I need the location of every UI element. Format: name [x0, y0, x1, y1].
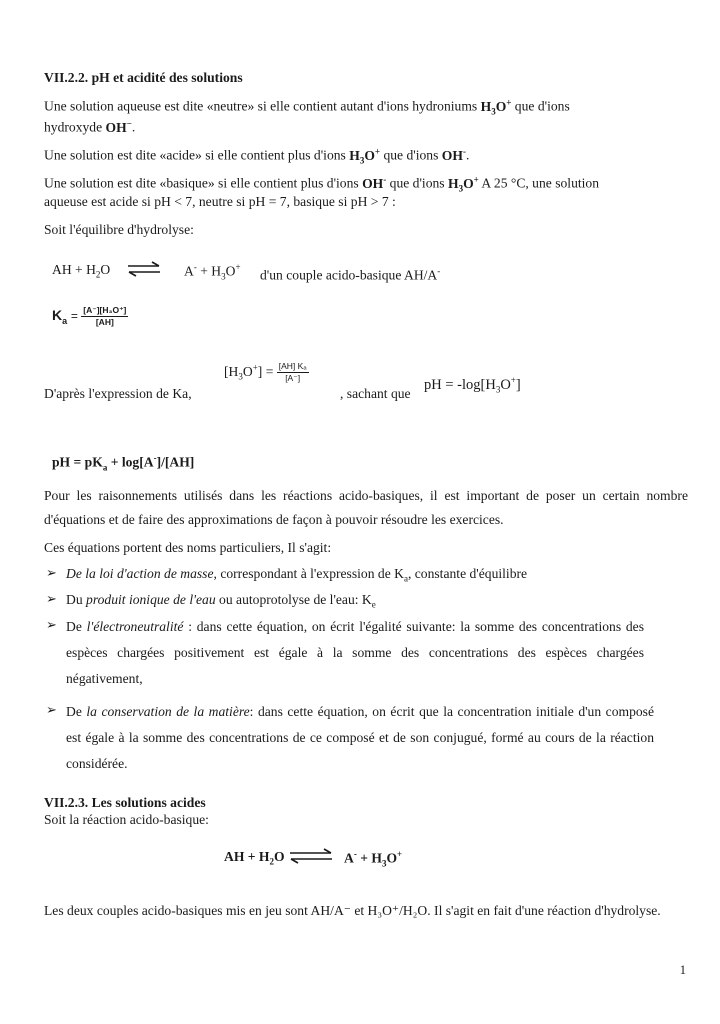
equilibrium-arrows-icon	[126, 260, 162, 278]
paragraph-neutral-line2: hydroxyde OH−.	[44, 118, 136, 135]
bullet-arrow-icon: ➢	[46, 618, 57, 633]
text: Une solution est dite «basique» si elle contient plus d'ions	[44, 175, 363, 191]
text: : dans cette équation, on écrit l'égalité suivante: la somme des concentrations des espèces chargées positivement est égale à la somme des concentrations des espèces chargées négativement,	[66, 619, 645, 686]
bullet-arrow-icon: ➢	[46, 592, 57, 607]
h3o-numerator: [AH] Kₐ	[278, 361, 307, 371]
equilibrium-arrows-icon	[288, 847, 334, 865]
text: De	[66, 704, 87, 719]
text: que d'ions	[386, 175, 448, 191]
page-number: 1	[679, 963, 686, 977]
text: De	[66, 619, 87, 634]
text: O	[274, 849, 285, 864]
section-title-acids: VII.2.3. Les solutions acides	[44, 795, 206, 810]
text: A	[344, 850, 354, 866]
text: la conservation de la matière	[86, 704, 250, 719]
text: que d'ions	[511, 98, 570, 114]
paragraph-equations: Ces équations portent des noms particuliers, Il s'agit:	[44, 540, 332, 555]
bullet-conservation	[66, 699, 654, 777]
bullet-ionic-product: Du produit ionique de l'eau ou autoprotolyse de l'eau: $K_e$	[66, 592, 376, 610]
text: AH + H	[224, 849, 270, 864]
equation-acid-right: $A^- + H_3O^+$	[344, 849, 403, 869]
acid-reaction-intro: Soit la réaction acido-basique:	[44, 812, 209, 827]
text: O	[225, 263, 236, 279]
text: pH = pK	[52, 454, 103, 470]
text: A	[184, 263, 194, 279]
text: A 25 °C, une solution	[478, 175, 600, 191]
text: : dans cette équation, on écrit que la concentration initiale d'un composé est égale à la somme des concentrations de ce composé et de son conjugué, formé au cours de la réaction considérée.	[66, 704, 654, 771]
text: Une solution est dite «acide» si elle contient plus d'ions	[44, 147, 350, 163]
text: , correspondant à l'expression de K	[213, 566, 404, 581]
text: + H	[356, 850, 382, 866]
text: ou autoprotolyse de l'eau: K	[215, 592, 372, 607]
ph-definition: pH = $-\log[H_3O^+]$	[424, 375, 521, 395]
dapres-text: D'après l'expression de Ka,	[44, 386, 192, 401]
bullet-arrow-icon: ➢	[46, 566, 57, 581]
text: d'un couple acido-basique AH/A	[260, 267, 438, 283]
h3o-denominator: [A⁻]	[285, 372, 301, 383]
paragraph-couples: Les deux couples acido-basiques mis en jeu sont AH/A⁻ et H₃O⁺/H₂O. Il s'agit en fait d'une réaction d'hydrolyse.	[44, 903, 661, 918]
text: produit ionique de l'eau	[86, 592, 216, 607]
equation-note: d'un couple acido-basique AH/A-	[260, 266, 441, 283]
text: + log[A	[107, 454, 154, 470]
henderson-equation: pH = $pK_a + \log[A^-]/[AH]$	[52, 453, 195, 473]
text: + H	[196, 263, 222, 279]
text: O	[100, 262, 111, 277]
hydrolysis-intro: Soit l'équilibre d'hydrolyse:	[44, 222, 194, 237]
text: l'électroneutralité	[86, 619, 184, 634]
paragraph-acid: Une solution est dite «acide» si elle contient plus d'ions $H_3O^+$ que d'ions OH-.	[44, 146, 470, 166]
paragraph-basic-line1: Une solution est dite «basique» si elle contient plus d'ions OH- que d'ions $H_3O^+$ A 25 °C, une solution	[44, 174, 600, 194]
equation-hydrolysis-left: AH + $H_2O$	[52, 262, 111, 280]
ka-fraction	[81, 306, 128, 327]
equation-hydrolysis-right: $A^- + H_3O^+$	[184, 262, 241, 282]
bullet-arrow-icon: ➢	[46, 703, 57, 718]
text: que d'ions	[380, 147, 442, 163]
paragraph-basic-line2: aqueuse est acide si pH < 7, neutre si pH = 7, basique si pH > 7 :	[44, 194, 396, 209]
section-title: VII.2.2. pH et acidité des solutions	[44, 70, 243, 85]
paragraph-neutral-line1: Une solution aqueuse est dite «neutre» si elle contient autant d'ions hydroniums $H_3O^+$ que d'ions	[44, 97, 570, 117]
bullet-mass-action: De la loi d'action de masse, correspondant à l'expression de $K_a$, constante d'équilibre	[66, 566, 528, 584]
paragraph-reasoning: Pour les raisonnements utilisés dans les réactions acido-basiques, il est important de poser un certain nombre d'équations et de faire des approximations de façon à pouvoir résoudre les exercices.	[44, 488, 688, 527]
text: ]/[AH]	[156, 454, 195, 470]
ka-denominator: [AH]	[95, 316, 114, 327]
text: O	[386, 850, 398, 866]
text: hydroxyde	[44, 119, 106, 135]
text: Une solution aqueuse est dite «neutre» si elle contient autant d'ions hydroniums	[44, 98, 481, 114]
sachant-text: , sachant que	[340, 386, 411, 401]
text: K	[52, 307, 63, 324]
equation-acid-left: AH + $H_2O$	[224, 849, 285, 867]
h3o-fraction	[277, 362, 309, 383]
text: Du	[66, 592, 87, 607]
h3o-expression: $[H_3O^+]$ = $\frac{\text{[AH] Kₐ}}{[A^-]}$	[224, 361, 307, 383]
text: , constante d'équilibre	[407, 566, 528, 581]
bullet-electroneutrality	[66, 614, 644, 692]
text: De la loi d'action de masse	[66, 566, 214, 581]
text: AH + H	[52, 262, 96, 277]
text: pH = -log[H	[424, 376, 496, 393]
ka-numerator: [A⁻][H₃O⁺]	[83, 305, 127, 315]
ka-expression: $K_a$ = $\frac{\text{[A⁻][H₃O⁺]}}{[AH]}$	[52, 305, 127, 327]
